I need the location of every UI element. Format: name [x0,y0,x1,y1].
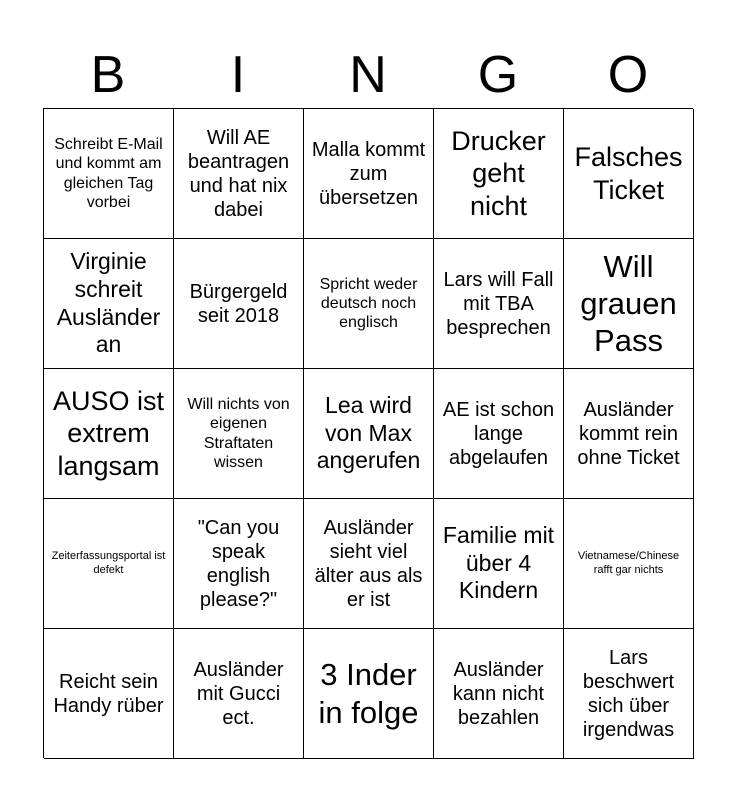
cell-text: Lea wird von Max angerufen [316,392,421,474]
bingo-cell-r5c2[interactable] [174,629,304,759]
header-letter-g: G [477,46,519,104]
bingo-cell-r1c5[interactable] [564,109,694,239]
cell-text: Falsches Ticket [574,142,683,205]
bingo-cell-r5c4[interactable] [434,629,564,759]
cell-text: 3 Inder in folge [318,657,419,730]
cell-text: Spricht weder deutsch noch englisch [319,275,418,332]
bingo-cell-r2c2[interactable] [174,239,304,369]
header-letter-o: O [607,46,649,104]
cell-text: Familie mit über 4 Kindern [442,522,555,604]
cell-text: Ausländer kommt rein ohne Ticket [577,398,680,469]
cell-text: Ausländer kann nicht bezahlen [452,658,545,729]
bingo-cell-r3c3[interactable] [304,369,434,499]
bingo-cell-r1c4[interactable] [434,109,564,239]
cell-text: Bürgergeld seit 2018 [189,280,288,327]
bingo-cell-r2c5[interactable] [564,239,694,369]
cell-text: AE ist schon lange abgelaufen [442,398,555,469]
bingo-cell-r1c1[interactable] [44,109,174,239]
bingo-cell-r5c3[interactable] [304,629,434,759]
cell-text: Vietnamese/Chinese rafft gar nichts [577,550,680,576]
bingo-cell-r4c1[interactable] [44,499,174,629]
header-letter-n: N [349,46,387,104]
bingo-cell-r2c1[interactable] [44,239,174,369]
cell-text: Schreibt E-Mail und kommt am gleichen Tag vorbei [54,136,163,211]
bingo-cell-r4c3[interactable] [304,499,434,629]
header-letter-b: B [90,46,126,104]
cell-text: Virginie schreit Ausländer an [56,248,161,358]
bingo-cell-r4c4[interactable] [434,499,564,629]
bingo-cell-r4c2[interactable] [174,499,304,629]
cell-text: Zeiterfassungsportal ist defekt [51,550,166,576]
bingo-cell-r3c1[interactable] [44,369,174,499]
cell-text: Will AE beantragen und hat nix dabei [187,126,290,221]
cell-text: Ausländer mit Gucci ect. [193,658,284,729]
bingo-cell-r5c5[interactable] [564,629,694,759]
bingo-cell-r3c2[interactable] [174,369,304,499]
cell-text: Lars beschwert sich über irgendwas [582,646,675,741]
cell-text: Lars will Fall mit TBA besprechen [443,268,554,339]
cell-text: "Can you speak english please?" [197,516,280,611]
cell-text: Ausländer sieht viel älter aus als er ist [314,516,423,611]
cell-text: Will grauen Pass [580,248,677,359]
bingo-cell-r1c2[interactable] [174,109,304,239]
bingo-cell-r5c1[interactable] [44,629,174,759]
cell-text: Will nichts von eigenen Straftaten wissen [187,396,290,471]
cell-text: Drucker geht nicht [451,125,546,221]
bingo-cell-r4c5[interactable] [564,499,694,629]
cell-text: AUSO ist extrem langsam [52,385,165,481]
cell-text: Reicht sein Handy rüber [53,670,164,717]
bingo-header [43,42,693,108]
bingo-cell-r2c3[interactable] [304,239,434,369]
bingo-cell-r2c4[interactable] [434,239,564,369]
bingo-cell-r3c5[interactable] [564,369,694,499]
bingo-cell-r3c4[interactable] [434,369,564,499]
bingo-board [43,108,693,758]
bingo-cell-r1c3[interactable] [304,109,434,239]
cell-text: Malla kommt zum übersetzen [311,138,426,209]
header-letter-i: I [230,46,246,104]
